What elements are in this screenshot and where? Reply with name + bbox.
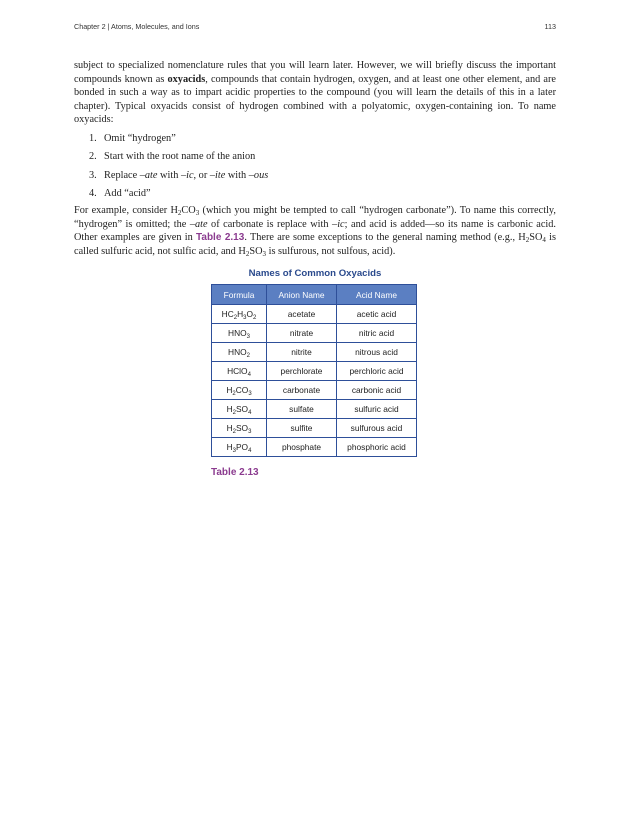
subscript: 4	[542, 236, 546, 245]
formula-text: H	[237, 309, 244, 319]
formula-text: HC	[221, 309, 234, 319]
italic-suffix: –ic	[332, 218, 345, 230]
text-run: of carbonate is replace with	[207, 218, 333, 230]
formula-cell	[212, 324, 267, 343]
column-header-acid: Acid Name	[337, 285, 417, 305]
formula-text: CO	[235, 385, 249, 395]
table-reference-link[interactable]: Table 2.13	[196, 232, 245, 244]
text-run: . There are some exceptions to the general naming method (e.g., H	[244, 232, 526, 244]
table-row	[212, 400, 417, 419]
formula-subscript: 3	[248, 391, 252, 397]
text-run: SO	[249, 245, 263, 257]
anion-name-cell: carbonate	[267, 381, 337, 400]
formula-subscript: 3	[246, 334, 250, 340]
formula-subscript: 2	[253, 315, 257, 321]
list-item	[74, 148, 556, 167]
intro-text-1: subject to specialized nomenclature rules that you will learn later. However, we will briefly discuss the important compounds known as	[74, 60, 556, 85]
table-caption: Names of Common Oxyacids	[248, 268, 382, 279]
subscript: 3	[262, 249, 267, 258]
suffix-ic: –ic	[180, 169, 194, 181]
suffix-ous: –ous	[248, 169, 269, 181]
text-run: For example, consider H	[74, 204, 178, 216]
anion-name-cell: sulfate	[267, 400, 337, 419]
text-run: is sulfurous, not sulfous, acid).	[266, 245, 396, 257]
intro-paragraph	[74, 59, 556, 127]
step-text: Replace	[104, 169, 140, 181]
anion-name-cell: sulfite	[267, 419, 337, 438]
table-row	[212, 305, 417, 324]
table-row	[212, 362, 417, 381]
anion-name-cell: nitrate	[267, 324, 337, 343]
acid-name-cell: phosphoric acid	[337, 438, 417, 457]
list-item	[74, 185, 556, 204]
page-body	[74, 59, 556, 258]
formula-cell	[212, 343, 267, 362]
step-text: Start with the root name of the anion	[104, 151, 256, 163]
formula-text: SO	[235, 404, 249, 414]
text-run: CO	[181, 204, 196, 216]
step-text: , or	[193, 169, 210, 181]
step-text: with	[225, 169, 249, 181]
step-text: Add “acid”	[104, 188, 151, 200]
chapter-title: Chapter 2 | Atoms, Molecules, and Ions	[74, 22, 200, 31]
table-row	[212, 419, 417, 438]
table-row	[212, 343, 417, 362]
formula-subscript: 3	[232, 448, 236, 454]
formula-cell	[212, 438, 267, 457]
formula-subscript: 4	[248, 448, 252, 454]
anion-name-cell: phosphate	[267, 438, 337, 457]
formula-subscript: 4	[247, 372, 251, 378]
formula-subscript: 2	[232, 410, 236, 416]
formula-subscript: 2	[246, 353, 250, 359]
text-run: ; and acid is added—so its name is carbonic acid. Other examples are given in	[74, 218, 556, 244]
list-item	[74, 130, 556, 149]
table-row	[212, 324, 417, 343]
formula-subscript: 2	[232, 429, 236, 435]
italic-suffix: –ate	[189, 218, 208, 230]
page-number: 113	[544, 22, 556, 31]
step-number: 3.	[89, 169, 97, 181]
formula-cell	[212, 305, 267, 324]
formula-cell	[212, 400, 267, 419]
formula-subscript: 2	[232, 391, 236, 397]
formula-text: PO	[235, 442, 249, 452]
formula-text: H	[226, 442, 233, 452]
acid-name-cell: carbonic acid	[337, 381, 417, 400]
table-body	[212, 305, 417, 457]
formula-cell	[212, 419, 267, 438]
step-number: 4.	[89, 188, 97, 200]
formula-subscript: 3	[248, 429, 252, 435]
anion-name-cell: nitrite	[267, 343, 337, 362]
formula-subscript: 2	[233, 315, 238, 321]
column-header-anion: Anion Name	[267, 285, 337, 305]
formula-text: HNO	[228, 328, 247, 338]
formula-text: HNO	[228, 347, 247, 357]
formula-text: H	[226, 423, 233, 433]
table-row	[212, 381, 417, 400]
formula-text: SO	[235, 423, 249, 433]
step-text: Omit “hydrogen”	[104, 132, 176, 144]
acid-name-cell: nitric acid	[337, 324, 417, 343]
table-header-row	[212, 285, 417, 305]
formula-text: H	[226, 404, 233, 414]
text-run: is called sulfuric acid, not sulfic acid, and H	[74, 232, 557, 257]
acid-name-cell: sulfuric acid	[337, 400, 417, 419]
oxyacids-table	[211, 284, 417, 457]
formula-subscript: 3	[243, 315, 247, 321]
intro-text-2: , compounds that contain hydrogen, oxygen, and at least one other element, and are bonded in such a way as to impart acidic properties to the compound (you will learn the details of this in a later chapter). Typical oxyacids consist of hydrogen combined with a polyatomic, oxygen-containing ion. To name oxyacids:	[74, 73, 556, 126]
formula-text: HClO	[227, 366, 248, 376]
step-number: 2.	[89, 151, 97, 163]
text-run: SO	[529, 232, 543, 244]
formula-subscript: 4	[248, 410, 252, 416]
suffix-ite: –ite	[209, 169, 226, 181]
acid-name-cell: acetic acid	[337, 305, 417, 324]
table-label: Table 2.13	[211, 467, 259, 478]
formula-text: O	[246, 309, 254, 319]
naming-steps-list	[74, 130, 556, 204]
formula-cell	[212, 381, 267, 400]
column-header-formula: Formula	[212, 285, 267, 305]
anion-name-cell: acetate	[267, 305, 337, 324]
step-text: with	[157, 169, 181, 181]
acid-name-cell: perchloric acid	[337, 362, 417, 381]
subscript: 2	[245, 249, 250, 258]
formula-cell	[212, 362, 267, 381]
formula-text: H	[226, 385, 233, 395]
table-row	[212, 438, 417, 457]
acid-name-cell: nitrous acid	[337, 343, 417, 362]
subscript: 2	[177, 208, 182, 217]
example-paragraph	[74, 204, 556, 258]
anion-name-cell: perchlorate	[267, 362, 337, 381]
list-item	[74, 167, 556, 186]
acid-name-cell: sulfurous acid	[337, 419, 417, 438]
text-run: (which you might be tempted to call “hydrogen carbonate”). To name this correctly, “hydrogen” is omitted; the	[74, 204, 556, 230]
subscript: 3	[195, 208, 200, 217]
subscript: 2	[525, 236, 530, 245]
suffix-ate: –ate	[139, 169, 158, 181]
step-number: 1.	[89, 132, 97, 144]
oxyacids-term: oxyacids	[167, 73, 206, 85]
